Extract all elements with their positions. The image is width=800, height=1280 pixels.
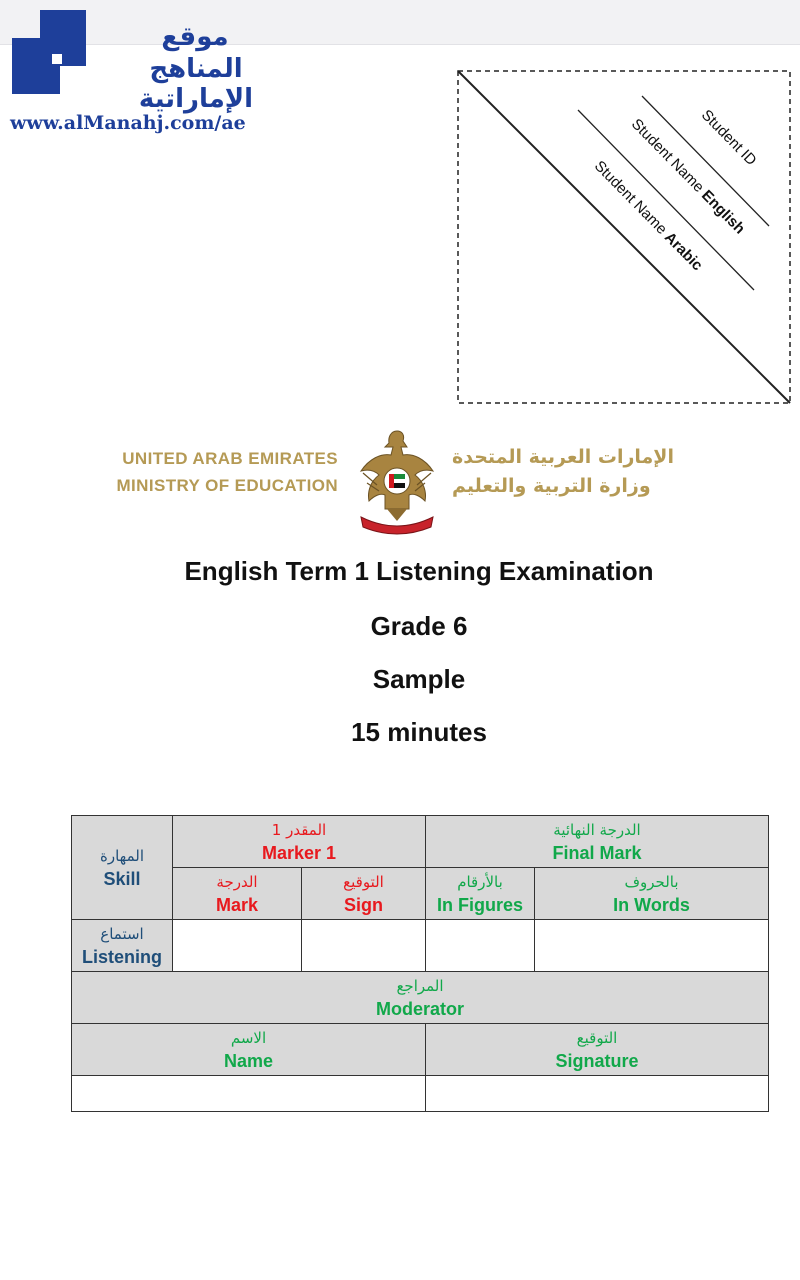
- moderator-name-header: [72, 1024, 426, 1076]
- moderator-signature-header-en: Signature: [555, 1050, 639, 1071]
- skill-header: [72, 816, 173, 920]
- final-mark-header-en: Final Mark: [552, 842, 642, 863]
- moderator-name-cell[interactable]: [72, 1076, 426, 1112]
- top-bar: [0, 0, 800, 45]
- sign-column-header-ar: التوقيع: [343, 872, 384, 891]
- sign-column-header-en: Sign: [344, 894, 383, 915]
- skill-header-en: Skill: [103, 868, 141, 889]
- listening-words-cell[interactable]: [535, 920, 769, 972]
- final-mark-header: [426, 816, 769, 868]
- site-logo-icon: [12, 10, 88, 96]
- skill-header-ar: المهارة: [100, 846, 144, 865]
- student-id-label: Student ID: [697, 106, 760, 170]
- mark-table: [71, 815, 769, 1112]
- student-info-box: [457, 70, 791, 404]
- final-mark-header-ar: الدرجة النهائية: [553, 820, 641, 839]
- moderator-name-header-en: Name: [223, 1050, 274, 1071]
- marker-header: [173, 816, 426, 868]
- moderator-signature-header-ar: التوقيع: [576, 1028, 618, 1047]
- exam-title: English Term 1 Listening Examination: [184, 556, 654, 586]
- figures-column-header-en: In Figures: [436, 894, 523, 915]
- moderator-name-header-ar: الاسم: [230, 1028, 267, 1047]
- ministry-en-line2: MINISTRY OF EDUCATION: [116, 476, 338, 495]
- listening-figures-cell[interactable]: [426, 920, 535, 972]
- uae-emblem-icon: [355, 425, 439, 535]
- listening-row-header-en: Listening: [82, 946, 162, 967]
- moderator-header: [72, 972, 769, 1024]
- mark-column-header-en: Mark: [215, 894, 259, 915]
- marker-header-en: Marker 1: [261, 842, 337, 863]
- marker-header-ar: المقدر 1: [271, 820, 327, 839]
- listening-mark-cell[interactable]: [173, 920, 302, 972]
- exam-type: Sample: [372, 664, 466, 694]
- mark-column-header: [173, 868, 302, 920]
- site-name-line1: موقع: [161, 22, 229, 52]
- moderator-signature-cell[interactable]: [426, 1076, 769, 1112]
- moderator-signature-header: [426, 1024, 769, 1076]
- exam-duration: 15 minutes: [351, 717, 487, 747]
- words-column-header-ar: بالحروف: [624, 872, 679, 891]
- student-name-arabic-label: Student Name Arabic: [590, 157, 706, 275]
- ministry-ar-line2: وزارة التربية والتعليم: [452, 475, 651, 497]
- student-name-english-label: Student Name English: [627, 115, 749, 238]
- figures-column-header: [426, 868, 535, 920]
- moderator-header-en: Moderator: [375, 998, 464, 1019]
- listening-sign-cell[interactable]: [302, 920, 426, 972]
- ministry-ar-line1: الإمارات العربية المتحدة: [452, 446, 674, 468]
- exam-grade: Grade 6: [370, 611, 468, 641]
- ministry-english: [98, 445, 338, 499]
- ministry-en-line1: UNITED ARAB EMIRATES: [122, 449, 338, 468]
- ministry-arabic: [452, 443, 692, 501]
- sign-column-header: [302, 868, 426, 920]
- words-column-header: [535, 868, 769, 920]
- listening-row-header-ar: استماع: [100, 924, 144, 943]
- moderator-header-ar: المراجع: [396, 976, 444, 995]
- listening-row-header: [72, 920, 173, 972]
- figures-column-header-ar: بالأرقام: [457, 872, 503, 891]
- site-url[interactable]: www.alManahj.com/ae: [10, 112, 246, 134]
- site-name-line2: المناهج الإماراتية: [138, 54, 254, 114]
- words-column-header-en: In Words: [613, 894, 690, 915]
- mark-column-header-ar: الدرجة: [216, 872, 258, 891]
